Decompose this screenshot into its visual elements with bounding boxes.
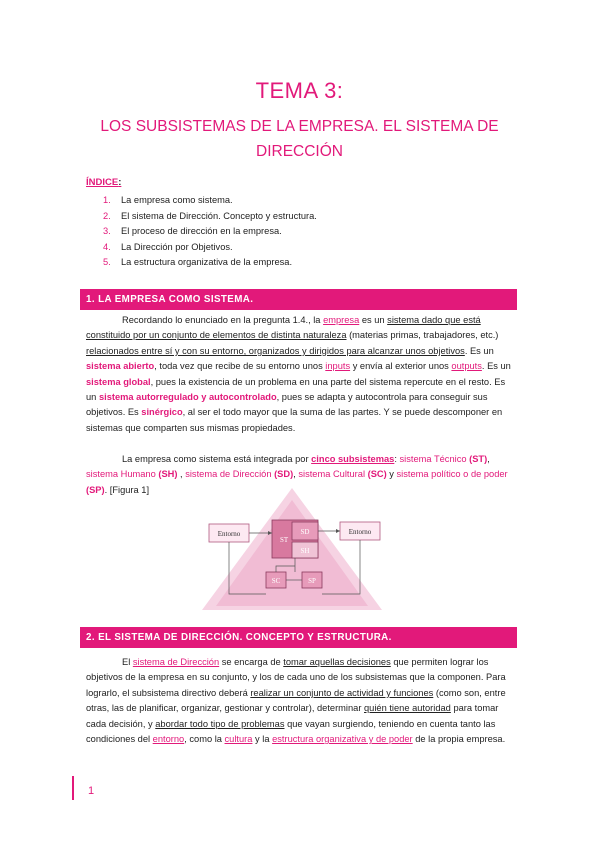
sp-label: SP	[308, 577, 316, 585]
index-heading: ÍNDICE:	[86, 177, 122, 188]
entorno-right-label: Entorno	[348, 528, 372, 536]
sd-label: SD	[300, 528, 310, 536]
toc-item: 4. La Dirección por Objetivos.	[103, 241, 233, 252]
page-title: TEMA 3:	[255, 78, 344, 103]
section-2-heading: 2. EL SISTEMA DE DIRECCIÓN. CONCEPTO Y ESTRUCTURA.	[80, 627, 517, 648]
section-2-paragraph-1: El sistema de Dirección se encarga de tomar aquellas decisiones que permiten lograr los objetivos de la empresa en su conjunto, y los de cada uno de los subsistemas que la componen. Para lograrlo, el subsistema directivo deberá realizar un conjunto de actividad y funciones (como son, entre otras, las de planificar, organizar, gestionar y controlar), determinar quién tiene autoridad para tomar cada decisión, y abordar todo tipo de problemas que vayan surgiendo, teniendo en cuenta tanto las condiciones del entorno, como la cultura y la estructura organizativa y de poder de la propia empresa.	[86, 657, 506, 745]
section-1-paragraph-1: Recordando lo enunciado en la pregunta 1.4., la empresa es un sistema dado que está constituido por un conjunto de elementos de distinta naturaleza (materias primas, trabajadores, etc.) relacionados entre sí y con su entorno, organizados y dirigidos para alcanzar unos objetivos. Es un sistema abierto, toda vez que recibe de su entorno unos inputs y envía al exterior unos outputs. Es un sistema global, pues la existencia de un problema en una parte del sistema repercute en el resto. Es un sistema autorregulado y autocontrolado, pues se adapta y autocontrola para conseguir sus objetivos. Es sinérgico, al ser el todo mayor que la suma de las partes. Y se puede descomponer en sistemas que comparten sus mismas propiedades.	[86, 315, 511, 433]
table-of-contents	[103, 193, 317, 271]
section-1-paragraph-2: La empresa como sistema está integrada por cinco subsistemas: sistema Técnico (ST), sistema Humano (SH) , sistema de Dirección (SD), sistema Cultural (SC) y sistema político o de poder (SP). [Figura 1]	[86, 454, 508, 495]
toc-item: 5. La estructura organizativa de la empresa.	[103, 257, 293, 267]
entorno-left-label: Entorno	[217, 530, 241, 538]
sc-label: SC	[271, 577, 281, 585]
toc-item: 1. La empresa como sistema.	[103, 195, 233, 205]
page-subtitle: LOS SUBSISTEMAS DE LA EMPRESA. EL SISTEMA DE DIRECCIÓN	[100, 118, 499, 160]
section-1-heading: 1. LA EMPRESA COMO SISTEMA.	[80, 289, 517, 310]
toc-item: 2. El sistema de Dirección. Concepto y estructura.	[103, 210, 317, 221]
page-number-bar	[72, 776, 74, 800]
figure-1-subsystems-diagram	[200, 486, 384, 612]
sh-label: SH	[300, 547, 310, 555]
toc-item: 3. El proceso de dirección en la empresa.	[103, 226, 282, 236]
page-number: 1	[88, 785, 95, 797]
st-label: ST	[280, 536, 289, 544]
